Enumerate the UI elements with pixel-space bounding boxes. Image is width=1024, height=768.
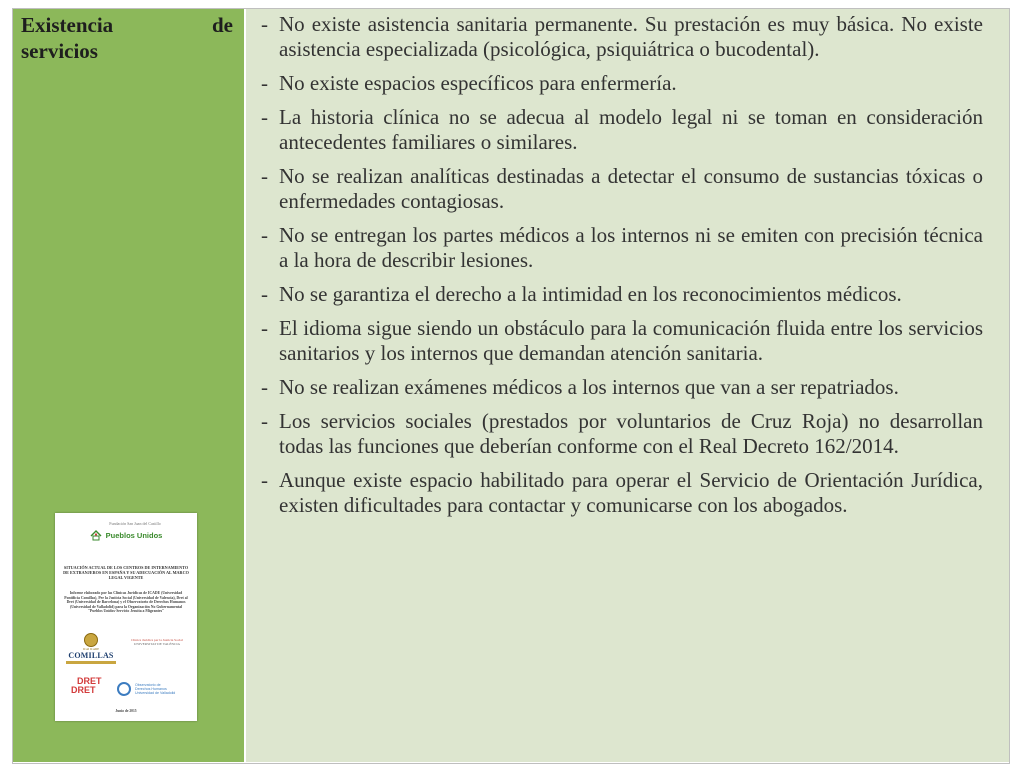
list-item: - No se realizan exámenes médicos a los internos que van a ser repatriados. <box>259 375 983 400</box>
cover-title: SITUACIÓN ACTUAL DE LOS CENTROS DE INTERNAMIENTO DE EXTRANJEROS EN ESPAÑA Y SU ADECUACIÓN AL MARCO LEGAL VIGENTE <box>63 565 189 580</box>
heading-line1: Existencia de <box>21 13 233 37</box>
clinica-line1: Clínica Jurídica per la Justícia Social <box>131 638 183 642</box>
dret-line2: DRET <box>71 685 96 695</box>
clinica-logo <box>127 638 187 646</box>
list-item: - No existe asistencia sanitaria permanente. Su prestación es muy básica. No existe asistencia especializada (psicológica, psiquiátrica o bucodental). <box>259 12 983 62</box>
comillas-bar <box>66 661 116 664</box>
row-heading <box>21 12 233 64</box>
list-item: - No se entregan los partes médicos a los internos ni se emiten con precisión técnica a la hora de describir lesiones. <box>259 223 983 273</box>
cover-description: Informe elaborado por las Clínicas Jurídicas de ICADE (Universidad Pontificia Comillas), Per la Justicia Social (Universidad de Valencia), Dret al Dret (Universidad de Barcelona) y el Observatorio de Derechos Humanos (Universidad de Valladolid) para la Organización No Gubernamental "Pueblos Unidos-Servicio Jesuita a Migrantes" <box>64 591 188 614</box>
deficiency-list <box>259 12 983 527</box>
comillas-logo <box>66 633 116 664</box>
list-item: - Los servicios sociales (prestados por voluntarios de Cruz Roja) no desarrollan todas las funciones que deberían conforme con el Real Decreto 162/2014. <box>259 409 983 459</box>
dret-line1: DRET <box>77 676 102 686</box>
org-name: Pueblos Unidos <box>105 530 163 540</box>
list-item: - El idioma sigue siendo un obstáculo para la comunicación fluida entre los servicios sanitarios y los internos que demandan atención sanitaria. <box>259 316 983 366</box>
list-item: - Aunque existe espacio habilitado para operar el Servicio de Orientación Jurídica, existen dificultades para contactar y comunicarse con los abogados. <box>259 468 983 518</box>
dret-logo <box>71 677 102 695</box>
crest-icon <box>84 633 98 647</box>
report-cover-thumbnail <box>55 513 197 721</box>
comillas-name: COMILLAS <box>68 651 114 660</box>
list-item: - La historia clínica no se adecua al modelo legal ni se toman en consideración antecedentes familiares o similares. <box>259 105 983 155</box>
list-item: - No existe espacios específicos para enfermería. <box>259 71 983 96</box>
observatorio-logo <box>117 680 193 698</box>
cover-date: Junio de 2015 <box>115 709 137 713</box>
pueblos-unidos-logo <box>55 521 197 544</box>
list-item: - No se garantiza el derecho a la intimidad en los reconocimientos médicos. <box>259 282 983 307</box>
foundation-name: Fundación San Juan del Castillo <box>109 521 161 526</box>
observatorio-icon <box>117 682 131 696</box>
heading-line2: servicios <box>21 39 98 63</box>
observatorio-text: Observatorio de Derechos Humanos Universidad de Valladolid <box>135 683 176 696</box>
clinica-line2: UNIVERSITAT DE VALÈNCIA <box>133 642 181 646</box>
list-item: - No se realizan analíticas destinadas a detectar el consumo de sustancias tóxicas o enfermedades contagiosas. <box>259 164 983 214</box>
house-icon <box>90 530 102 541</box>
comillas-sub: ICAI ICADE <box>82 647 100 651</box>
